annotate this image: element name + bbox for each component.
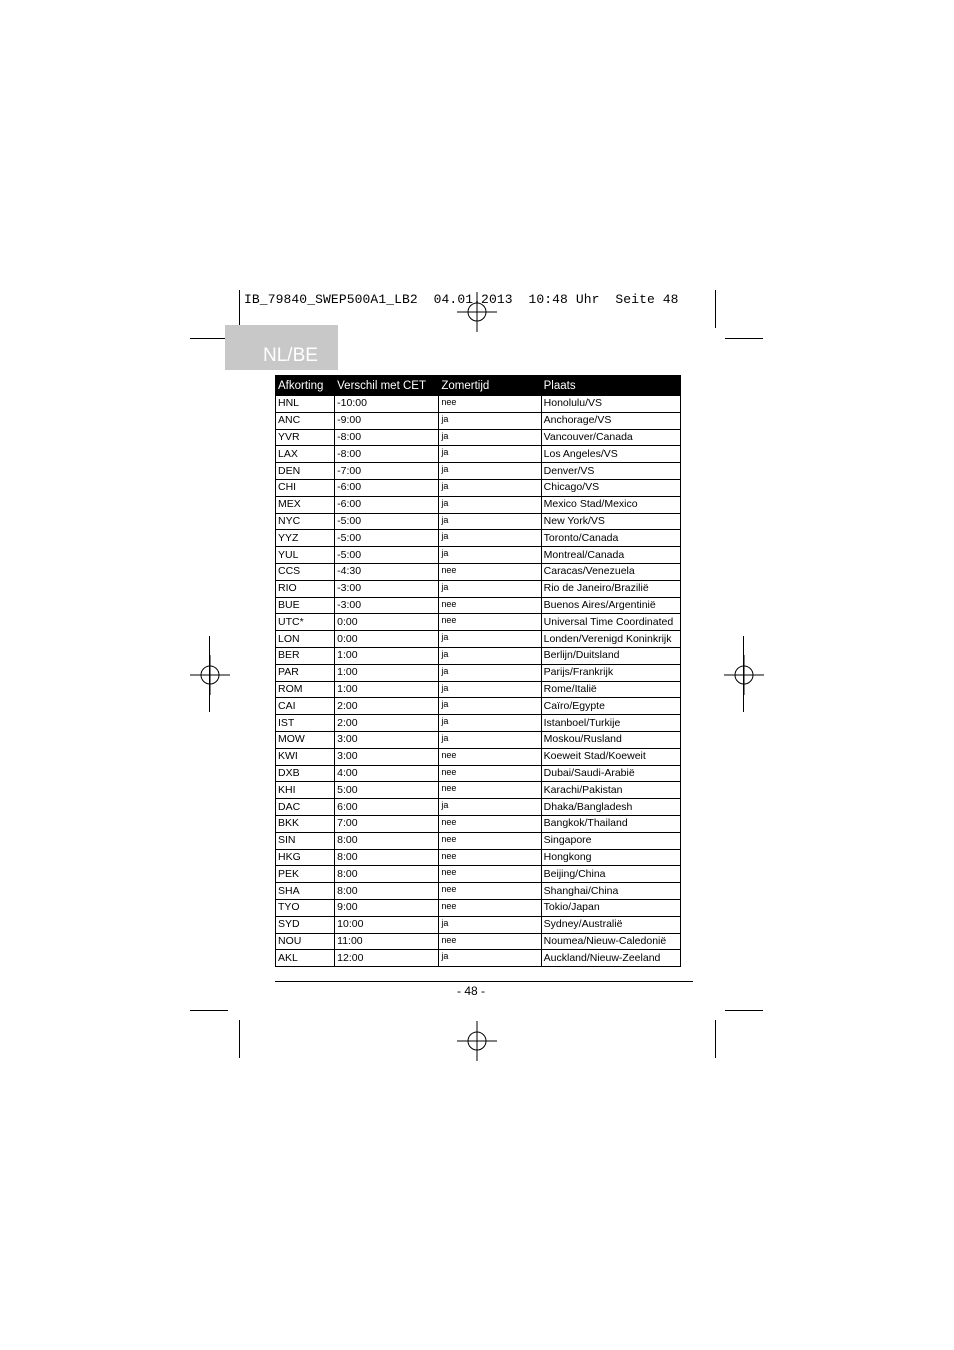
table-row (276, 832, 681, 849)
table-row (276, 597, 681, 614)
cell-abbreviation: SIN (276, 832, 335, 849)
registration-mark-right-icon (724, 655, 764, 695)
crop-mark (190, 338, 228, 339)
cell-dst: nee (439, 563, 541, 580)
header-abbreviation: Afkorting (276, 376, 335, 396)
cell-dst: nee (439, 748, 541, 765)
cell-abbreviation: BKK (276, 815, 335, 832)
table-row (276, 631, 681, 648)
crop-mark (190, 1010, 228, 1011)
cell-offset: 9:00 (335, 899, 439, 916)
cell-abbreviation: CHI (276, 479, 335, 496)
cell-dst: nee (439, 899, 541, 916)
cell-abbreviation: SHA (276, 883, 335, 900)
cell-dst: nee (439, 866, 541, 883)
cell-dst: nee (439, 832, 541, 849)
table-row (276, 899, 681, 916)
cell-offset: -9:00 (335, 412, 439, 429)
cell-dst: ja (439, 664, 541, 681)
cell-location: Londen/Verenigd Koninkrijk (541, 631, 680, 648)
cell-location: Koeweit Stad/Koeweit (541, 748, 680, 765)
cell-location: Caïro/Egypte (541, 698, 680, 715)
cell-abbreviation: CCS (276, 563, 335, 580)
cell-location: Chicago/VS (541, 479, 680, 496)
cell-dst: ja (439, 446, 541, 463)
table-row (276, 698, 681, 715)
cell-location: Buenos Aires/Argentinië (541, 597, 680, 614)
crop-mark (725, 338, 763, 339)
cell-offset: 8:00 (335, 883, 439, 900)
cell-dst: ja (439, 631, 541, 648)
cell-abbreviation: RIO (276, 580, 335, 597)
time-zone-table (275, 375, 681, 967)
cell-dst: nee (439, 849, 541, 866)
cell-location: Universal Time Coordinated (541, 614, 680, 631)
cell-dst: ja (439, 429, 541, 446)
cell-abbreviation: YUL (276, 547, 335, 564)
cell-abbreviation: TYO (276, 899, 335, 916)
cell-abbreviation: DAC (276, 799, 335, 816)
cell-abbreviation: NOU (276, 933, 335, 950)
crop-mark (715, 1020, 716, 1058)
table-row (276, 866, 681, 883)
crop-mark (239, 1020, 240, 1058)
cell-location: Istanboel/Turkije (541, 715, 680, 732)
cell-offset: 0:00 (335, 631, 439, 648)
cell-abbreviation: IST (276, 715, 335, 732)
registration-mark-top-icon (457, 292, 497, 332)
table-row (276, 815, 681, 832)
language-tab-label: NL/BE (263, 345, 318, 366)
cell-abbreviation: KWI (276, 748, 335, 765)
table-row (276, 446, 681, 463)
cell-abbreviation: LON (276, 631, 335, 648)
cell-abbreviation: ROM (276, 681, 335, 698)
table-row (276, 429, 681, 446)
table-row (276, 580, 681, 597)
cell-location: Rio de Janeiro/Brazilië (541, 580, 680, 597)
cell-location: Honolulu/VS (541, 396, 680, 413)
cell-location: Mexico Stad/Mexico (541, 496, 680, 513)
cell-dst: ja (439, 731, 541, 748)
page-number-container (0, 984, 954, 998)
time-zone-table-body (276, 396, 681, 967)
cell-offset: -6:00 (335, 479, 439, 496)
cell-dst: ja (439, 916, 541, 933)
table-row (276, 849, 681, 866)
cell-dst: nee (439, 614, 541, 631)
footer-rule (275, 981, 693, 982)
cell-location: Anchorage/VS (541, 412, 680, 429)
cell-dst: ja (439, 412, 541, 429)
cell-location: Toronto/Canada (541, 530, 680, 547)
cell-location: Vancouver/Canada (541, 429, 680, 446)
cell-dst: nee (439, 396, 541, 413)
table-row (276, 765, 681, 782)
cell-dst: nee (439, 782, 541, 799)
cell-location: Bangkok/Thailand (541, 815, 680, 832)
cell-offset: -4:30 (335, 563, 439, 580)
cell-dst: ja (439, 799, 541, 816)
cell-offset: 8:00 (335, 832, 439, 849)
header-offset: Verschil met CET (335, 376, 439, 396)
cell-offset: 8:00 (335, 866, 439, 883)
cell-offset: 5:00 (335, 782, 439, 799)
cell-offset: -6:00 (335, 496, 439, 513)
cell-location: Moskou/Rusland (541, 731, 680, 748)
header-dst: Zomertijd (439, 376, 541, 396)
cell-location: Parijs/Frankrijk (541, 664, 680, 681)
print-slug: IB_79840_SWEP500A1_LB2 04.01.2013 10:48 Uhr Seite 48 (244, 292, 679, 307)
language-tab (225, 325, 338, 370)
cell-location: New York/VS (541, 513, 680, 530)
cell-abbreviation: CAI (276, 698, 335, 715)
cell-offset: -3:00 (335, 597, 439, 614)
cell-abbreviation: PAR (276, 664, 335, 681)
registration-mark-bottom-icon (457, 1021, 497, 1061)
cell-offset: 1:00 (335, 647, 439, 664)
cell-dst: ja (439, 547, 541, 564)
cell-abbreviation: BUE (276, 597, 335, 614)
cell-offset: -5:00 (335, 513, 439, 530)
cell-dst: ja (439, 950, 541, 967)
cell-abbreviation: BER (276, 647, 335, 664)
table-row (276, 748, 681, 765)
registration-mark-left-icon (190, 655, 230, 695)
cell-dst: nee (439, 815, 541, 832)
cell-abbreviation: YVR (276, 429, 335, 446)
table-row (276, 782, 681, 799)
cell-abbreviation: HKG (276, 849, 335, 866)
cell-offset: 10:00 (335, 916, 439, 933)
page-number: - 48 - (456, 984, 485, 998)
cell-location: Caracas/Venezuela (541, 563, 680, 580)
cell-location: Rome/Italië (541, 681, 680, 698)
cell-location: Beijing/China (541, 866, 680, 883)
cell-dst: nee (439, 597, 541, 614)
table-row (276, 547, 681, 564)
table-row (276, 731, 681, 748)
cell-location: Sydney/Australië (541, 916, 680, 933)
cell-location: Dhaka/Bangladesh (541, 799, 680, 816)
cell-dst: ja (439, 580, 541, 597)
cell-location: Berlijn/Duitsland (541, 647, 680, 664)
crop-mark (209, 636, 210, 712)
cell-abbreviation: LAX (276, 446, 335, 463)
table-row (276, 496, 681, 513)
table-header-row (276, 376, 681, 396)
table-row (276, 681, 681, 698)
cell-abbreviation: ANC (276, 412, 335, 429)
cell-offset: 1:00 (335, 681, 439, 698)
cell-location: Auckland/Nieuw-Zeeland (541, 950, 680, 967)
table-row (276, 715, 681, 732)
cell-dst: ja (439, 513, 541, 530)
cell-abbreviation: UTC* (276, 614, 335, 631)
cell-abbreviation: DXB (276, 765, 335, 782)
cell-location: Denver/VS (541, 463, 680, 480)
table-row (276, 479, 681, 496)
table-row (276, 563, 681, 580)
table-row (276, 950, 681, 967)
table-row (276, 412, 681, 429)
cell-offset: 3:00 (335, 748, 439, 765)
crop-mark (743, 636, 744, 712)
crop-mark (725, 1010, 763, 1011)
cell-dst: ja (439, 530, 541, 547)
table-row (276, 463, 681, 480)
crop-mark (715, 290, 716, 328)
cell-offset: -10:00 (335, 396, 439, 413)
cell-dst: nee (439, 883, 541, 900)
table-row (276, 883, 681, 900)
cell-dst: ja (439, 681, 541, 698)
cell-abbreviation: AKL (276, 950, 335, 967)
cell-dst: ja (439, 479, 541, 496)
cell-dst: ja (439, 496, 541, 513)
cell-location: Shanghai/China (541, 883, 680, 900)
cell-abbreviation: NYC (276, 513, 335, 530)
table-row (276, 530, 681, 547)
cell-offset: -3:00 (335, 580, 439, 597)
table-row (276, 799, 681, 816)
cell-dst: ja (439, 698, 541, 715)
cell-dst: nee (439, 933, 541, 950)
table-row (276, 513, 681, 530)
cell-offset: 2:00 (335, 715, 439, 732)
cell-offset: -8:00 (335, 446, 439, 463)
table-row (276, 647, 681, 664)
cell-offset: -7:00 (335, 463, 439, 480)
table-row (276, 933, 681, 950)
cell-abbreviation: SYD (276, 916, 335, 933)
cell-offset: 3:00 (335, 731, 439, 748)
cell-offset: 7:00 (335, 815, 439, 832)
cell-location: Dubai/Saudi-Arabië (541, 765, 680, 782)
table-row (276, 664, 681, 681)
cell-dst: ja (439, 715, 541, 732)
cell-abbreviation: PEK (276, 866, 335, 883)
cell-offset: 1:00 (335, 664, 439, 681)
cell-abbreviation: KHI (276, 782, 335, 799)
cell-location: Montreal/Canada (541, 547, 680, 564)
cell-location: Los Angeles/VS (541, 446, 680, 463)
cell-dst: ja (439, 647, 541, 664)
cell-location: Karachi/Pakistan (541, 782, 680, 799)
cell-offset: 4:00 (335, 765, 439, 782)
cell-offset: 2:00 (335, 698, 439, 715)
table-row (276, 396, 681, 413)
cell-abbreviation: DEN (276, 463, 335, 480)
table-row (276, 614, 681, 631)
header-location: Plaats (541, 376, 680, 396)
cell-abbreviation: HNL (276, 396, 335, 413)
cell-location: Noumea/Nieuw-Caledonië (541, 933, 680, 950)
cell-location: Hongkong (541, 849, 680, 866)
table-row (276, 916, 681, 933)
cell-offset: 6:00 (335, 799, 439, 816)
cell-offset: 0:00 (335, 614, 439, 631)
cell-offset: -8:00 (335, 429, 439, 446)
cell-offset: -5:00 (335, 530, 439, 547)
cell-dst: nee (439, 765, 541, 782)
cell-location: Singapore (541, 832, 680, 849)
cell-offset: 12:00 (335, 950, 439, 967)
cell-abbreviation: MOW (276, 731, 335, 748)
cell-abbreviation: MEX (276, 496, 335, 513)
cell-abbreviation: YYZ (276, 530, 335, 547)
cell-location: Tokio/Japan (541, 899, 680, 916)
crop-mark (239, 290, 240, 328)
cell-dst: ja (439, 463, 541, 480)
cell-offset: 8:00 (335, 849, 439, 866)
cell-offset: 11:00 (335, 933, 439, 950)
cell-offset: -5:00 (335, 547, 439, 564)
